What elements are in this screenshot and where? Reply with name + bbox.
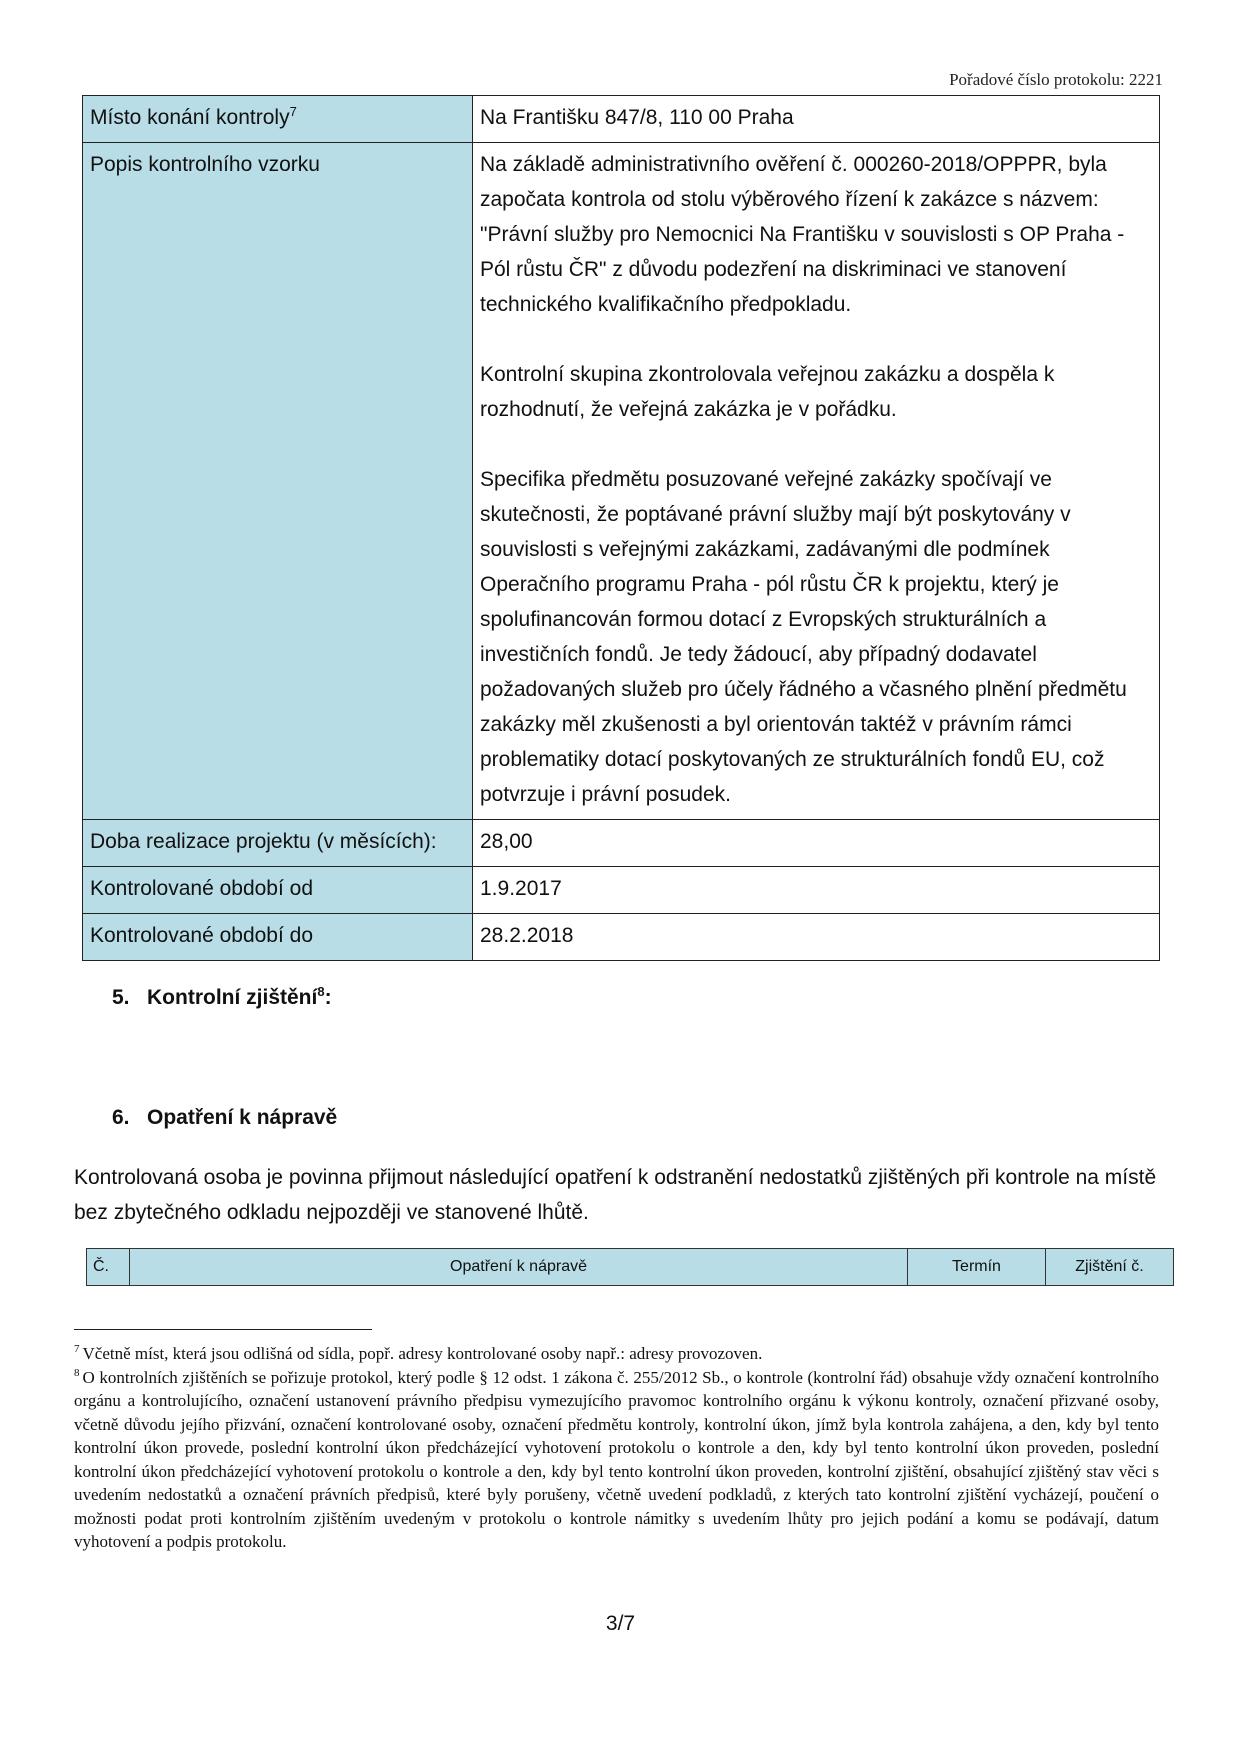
footnote-8 [74, 1366, 1159, 1554]
table-row [83, 820, 1160, 867]
place-label: Místo konání kontroly [90, 106, 290, 129]
protocol-number: Pořadové číslo protokolu: 2221 [949, 70, 1163, 89]
period-from-value: 1.9.2017 [473, 867, 1160, 914]
sample-paragraph-2: Kontrolní skupina zkontrolovala veřejnou zakázku a dospěla k rozhodnutí, že veřejná zakázka je v pořádku. [480, 363, 1055, 421]
column-header-number: Č. [87, 1249, 130, 1286]
column-header-term: Termín [908, 1249, 1046, 1286]
sample-label: Popis kontrolního vzorku [83, 143, 473, 820]
page-number: 3/7 [605, 1612, 636, 1635]
place-value: Na Františku 847/8, 110 00 Praha [473, 96, 1160, 143]
footnote-separator [74, 1329, 372, 1330]
footnotes [74, 1342, 1159, 1554]
section-5-number: 5. [112, 986, 130, 1009]
period-to-value: 28.2.2018 [473, 914, 1160, 961]
duration-label: Doba realizace projektu (v měsících): [83, 820, 473, 867]
section-5-suffix: : [324, 986, 332, 1009]
section-6-intro: Kontrolovaná osoba je povinna přijmout následující opatření k odstranění nedostatků zjištěných při kontrole na místě bez zbytečného odkladu nejpozději ve stanovené lhůtě. [74, 1166, 1157, 1224]
measures-table [86, 1248, 1174, 1286]
place-label-cell [83, 96, 473, 143]
period-to-label: Kontrolované období do [83, 914, 473, 961]
footnote-mark: 8 [74, 1366, 80, 1379]
table-row [83, 867, 1160, 914]
footnote-7 [74, 1342, 1159, 1366]
footnote-text: Včetně míst, která jsou odlišná od sídla, popř. adresy kontrolované osoby např.: adresy provozoven. [82, 1344, 763, 1363]
sample-paragraph-1: Na základě administrativního ověření č. 000260-2018/OPPPR, byla započata kontrola od stolu výběrového řízení k zakázce s názvem: "Právní služby pro Nemocnici Na Františku v souvislosti s OP Praha - Pól růstu ČR" z důvodu podezření na diskriminaci ve stanovení technického kvalifikačního předpokladu. [480, 153, 1125, 316]
column-header-finding: Zjištění č. [1046, 1249, 1174, 1286]
period-from-label: Kontrolované období od [83, 867, 473, 914]
footnote-text: O kontrolních zjištěních se pořizuje protokol, který podle § 12 odst. 1 zákona č. 255/2012 Sb., o kontrole (kontrolní řád) obsahuje vždy označení kontrolního orgánu a kontrolujícího, označení ustanovení právního předpisu vymezujícího pravomoc kontrolního orgánu k výkonu kontroly, označení přizvané osoby, včetně důvodu jejího přizvání, označení kontrolované osoby, označení předmětu kontroly, kontrolní úkon, jímž byla kontrola zahájena, a den, kdy byl tento kontrolní úkon provede, poslední kontrolní úkon předcházející vyhotovení protokolu o kontrole a den, kdy byl tento kontrolní úkon proveden, poslední kontrolní úkon předcházející vyhotovení protokolu o kontrole a den, kdy byl tento kontrolní úkon proveden, kontrolní zjištění, obsahující zjištěný stav věci s uvedením nedostatků a označení právních předpisů, které byly porušeny, včetně uvedení podkladů, z kterých tato kontrolní zjištění vycházejí, poučení o možnosti podat proti kontrolním zjištěním uvedeným v protokolu o kontrole námitky s uvedením lhůty pro jejich podání a komu se podávají, datum vyhotovení a podpis protokolu. [74, 1367, 1159, 1551]
column-header-measure: Opatření k nápravě [130, 1249, 908, 1286]
section-6-number: 6. [112, 1106, 130, 1129]
table-row [83, 96, 1160, 143]
section-6-heading [112, 1106, 337, 1130]
inspection-info-table [82, 95, 1160, 961]
sample-description [473, 143, 1160, 820]
table-row [83, 143, 1160, 820]
footnote-ref-7: 7 [289, 104, 297, 119]
footnote-ref-8: 8 [317, 984, 325, 999]
section-5-heading [112, 986, 332, 1010]
measures-header-row [87, 1249, 1174, 1286]
section-6-title: Opatření k nápravě [147, 1106, 338, 1129]
footnote-mark: 7 [74, 1343, 80, 1355]
sample-paragraph-3: Specifika předmětu posuzované veřejné zakázky spočívají ve skutečnosti, že poptávané právní služby mají být poskytovány v souvislosti s veřejnými zakázkami, zadávanými dle podmínek Operačního programu Praha - pól růstu ČR k projektu, který je spolufinancován formou dotací z Evropských strukturálních a investičních fondů. Je tedy žádoucí, aby případný dodavatel požadovaných služeb pro účely řádného a včasného plnění předmětu zakázky měl zkušenosti a byl orientován taktéž v právním rámci problematiky dotací poskytovaných ze strukturálních fondů EU, což potvrzuje i právní posudek. [480, 468, 1127, 806]
duration-value: 28,00 [473, 820, 1160, 867]
section-5-title: Kontrolní zjištění [147, 986, 318, 1009]
table-row [83, 914, 1160, 961]
